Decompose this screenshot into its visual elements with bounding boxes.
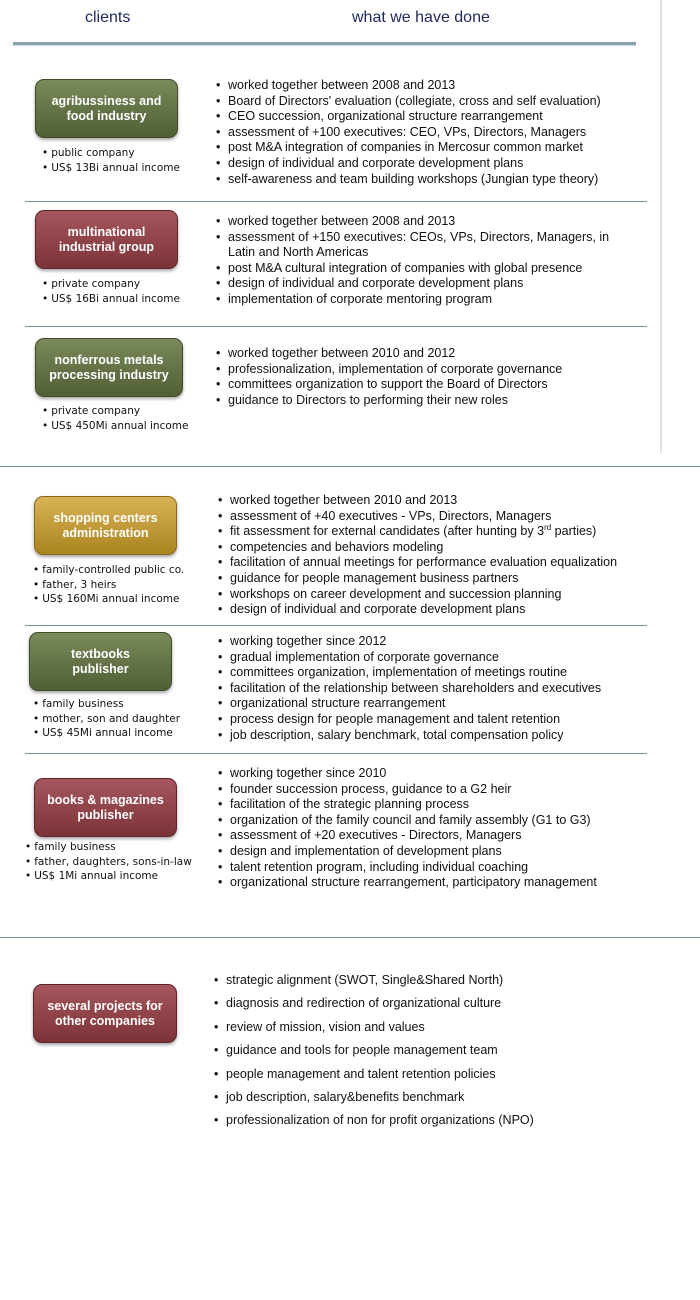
client-info-multinational: [42, 277, 180, 306]
badge-line: agribussiness and: [51, 93, 162, 108]
done-item: • guidance to Directors to performing their new roles: [216, 393, 636, 409]
info-item: • mother, son and daughter: [33, 712, 180, 727]
done-item: • working together since 2012: [218, 634, 638, 650]
done-item: • talent retention program, including individual coaching: [218, 860, 638, 876]
done-item: • professionalization, implementation of corporate governance: [216, 362, 636, 378]
info-item: • public company: [42, 146, 180, 161]
done-item: • founder succession process, guidance to a G2 heir: [218, 782, 638, 798]
client-info-textbooks: [33, 697, 180, 741]
badge-line: industrial group: [58, 239, 155, 254]
page-divider: [0, 937, 700, 938]
section-divider: [25, 753, 647, 754]
done-item: • design of individual and corporate development plans: [218, 602, 638, 618]
done-list-several-projects: [214, 973, 634, 1137]
done-list-books-magazines: [218, 766, 638, 891]
badge-line: publisher: [77, 807, 134, 822]
client-info-agribusiness: [42, 146, 180, 175]
client-badge-multinational: [35, 210, 178, 269]
done-list-shopping-centers: [218, 493, 638, 618]
done-item: • committees organization, implementation of meetings routine: [218, 665, 638, 681]
info-item: • US$ 1Mi annual income: [25, 869, 192, 884]
done-item: • Board of Directors' evaluation (collegiate, cross and self evaluation): [216, 94, 636, 110]
done-item: • people management and talent retention policies: [214, 1067, 634, 1083]
page-divider: [0, 466, 700, 467]
client-badge-several-projects: [33, 984, 177, 1043]
info-item: • US$ 450Mi annual income: [42, 419, 188, 434]
done-item: • organizational structure rearrangement: [218, 696, 638, 712]
done-item: • worked together between 2010 and 2012: [216, 346, 636, 362]
section-divider: [25, 625, 647, 626]
client-badge-textbooks: [29, 632, 172, 691]
info-item: • family-controlled public co.: [33, 563, 184, 578]
badge-line: multinational: [67, 224, 146, 239]
right-border-line: [660, 0, 662, 453]
done-item: • implementation of corporate mentoring program: [216, 292, 616, 308]
badge-line: textbooks: [70, 646, 131, 661]
info-item: • family business: [33, 697, 180, 712]
done-item: • CEO succession, organizational structure rearrangement: [216, 109, 636, 125]
client-badge-agribusiness: [35, 79, 178, 138]
done-item: • self-awareness and team building workshops (Jungian type theory): [216, 172, 636, 188]
done-column-header: what we have done: [352, 9, 490, 26]
done-item: • competencies and behaviors modeling: [218, 540, 638, 556]
info-item: • private company: [42, 277, 180, 292]
done-item: • job description, salary&benefits benchmark: [214, 1090, 634, 1106]
done-item: • post M&A integration of companies in Mercosur common market: [216, 140, 636, 156]
done-item: • organization of the family council and family assembly (G1 to G3): [218, 813, 638, 829]
badge-line: food industry: [66, 108, 147, 123]
done-item: • guidance and tools for people management team: [214, 1043, 634, 1059]
done-item: [218, 524, 638, 540]
done-item: • design of individual and corporate development plans: [216, 156, 636, 172]
info-item: • family business: [25, 840, 192, 855]
done-list-textbooks: [218, 634, 638, 743]
done-item: • facilitation of the relationship between shareholders and executives: [218, 681, 638, 697]
section-divider: [25, 201, 647, 202]
done-item: • facilitation of the strategic planning process: [218, 797, 638, 813]
done-item: • review of mission, vision and values: [214, 1020, 634, 1036]
info-item: • US$ 16Bi annual income: [42, 292, 180, 307]
done-item-text-end: parties): [551, 524, 597, 539]
header-divider: [13, 42, 636, 46]
badge-line: other companies: [54, 1013, 156, 1028]
client-badge-books-magazines: [34, 778, 177, 837]
done-list-agribusiness: [216, 78, 636, 187]
badge-line: several projects for: [47, 998, 163, 1013]
badge-line: publisher: [72, 661, 129, 676]
done-item: • strategic alignment (SWOT, Single&Shared North): [214, 973, 634, 989]
done-item: • gradual implementation of corporate governance: [218, 650, 638, 666]
done-item: • assessment of +100 executives: CEO, VPs, Directors, Managers: [216, 125, 636, 141]
badge-line: nonferrous metals: [54, 352, 164, 367]
done-item: • facilitation of annual meetings for performance evaluation equalization: [218, 555, 638, 571]
done-item: • worked together between 2008 and 2013: [216, 78, 636, 94]
done-item: • post M&A cultural integration of companies with global presence: [216, 261, 616, 277]
done-item: • process design for people management and talent retention: [218, 712, 638, 728]
done-item: • working together since 2010: [218, 766, 638, 782]
done-item: • worked together between 2008 and 2013: [216, 214, 616, 230]
done-item: • worked together between 2010 and 2013: [218, 493, 638, 509]
info-item: • US$ 13Bi annual income: [42, 161, 180, 176]
superscript: rd: [544, 523, 552, 533]
done-item: • job description, salary benchmark, total compensation policy: [218, 728, 638, 744]
client-info-books-magazines: [25, 840, 192, 884]
done-item: • assessment of +20 executives - Directors, Managers: [218, 828, 638, 844]
badge-line: books & magazines: [47, 792, 164, 807]
client-info-shopping-centers: [33, 563, 184, 607]
done-item: • assessment of +40 executives - VPs, Directors, Managers: [218, 509, 638, 525]
done-item: • assessment of +150 executives: CEOs, VPs, Directors, Managers, in Latin and North Americas: [216, 230, 616, 261]
client-info-nonferrous: [42, 404, 188, 433]
info-item: • US$ 160Mi annual income: [33, 592, 184, 607]
client-badge-shopping-centers: [34, 496, 177, 555]
done-item: • committees organization to support the Board of Directors: [216, 377, 636, 393]
done-list-nonferrous: [216, 346, 636, 408]
info-item: • US$ 45Mi annual income: [33, 726, 180, 741]
done-item: • organizational structure rearrangement, participatory management: [218, 875, 638, 891]
info-item: • father, 3 heirs: [33, 578, 184, 593]
done-item: • professionalization of non for profit organizations (NPO): [214, 1113, 634, 1129]
done-list-multinational: [216, 214, 616, 308]
info-item: • father, daughters, sons-in-law: [25, 855, 192, 870]
done-item: • design and implementation of development plans: [218, 844, 638, 860]
done-item: • guidance for people management business partners: [218, 571, 638, 587]
done-item-text: fit assessment for external candidates (after hunting by 3: [230, 524, 545, 539]
done-item: • design of individual and corporate development plans: [216, 276, 616, 292]
section-divider: [25, 326, 647, 327]
info-item: • private company: [42, 404, 188, 419]
badge-line: administration: [62, 525, 149, 540]
done-item: • workshops on career development and succession planning: [218, 587, 638, 603]
badge-line: shopping centers: [53, 510, 158, 525]
clients-column-header: clients: [85, 9, 131, 26]
badge-line: processing industry: [49, 367, 169, 382]
done-item: • diagnosis and redirection of organizational culture: [214, 996, 634, 1012]
client-badge-nonferrous: [35, 338, 183, 397]
